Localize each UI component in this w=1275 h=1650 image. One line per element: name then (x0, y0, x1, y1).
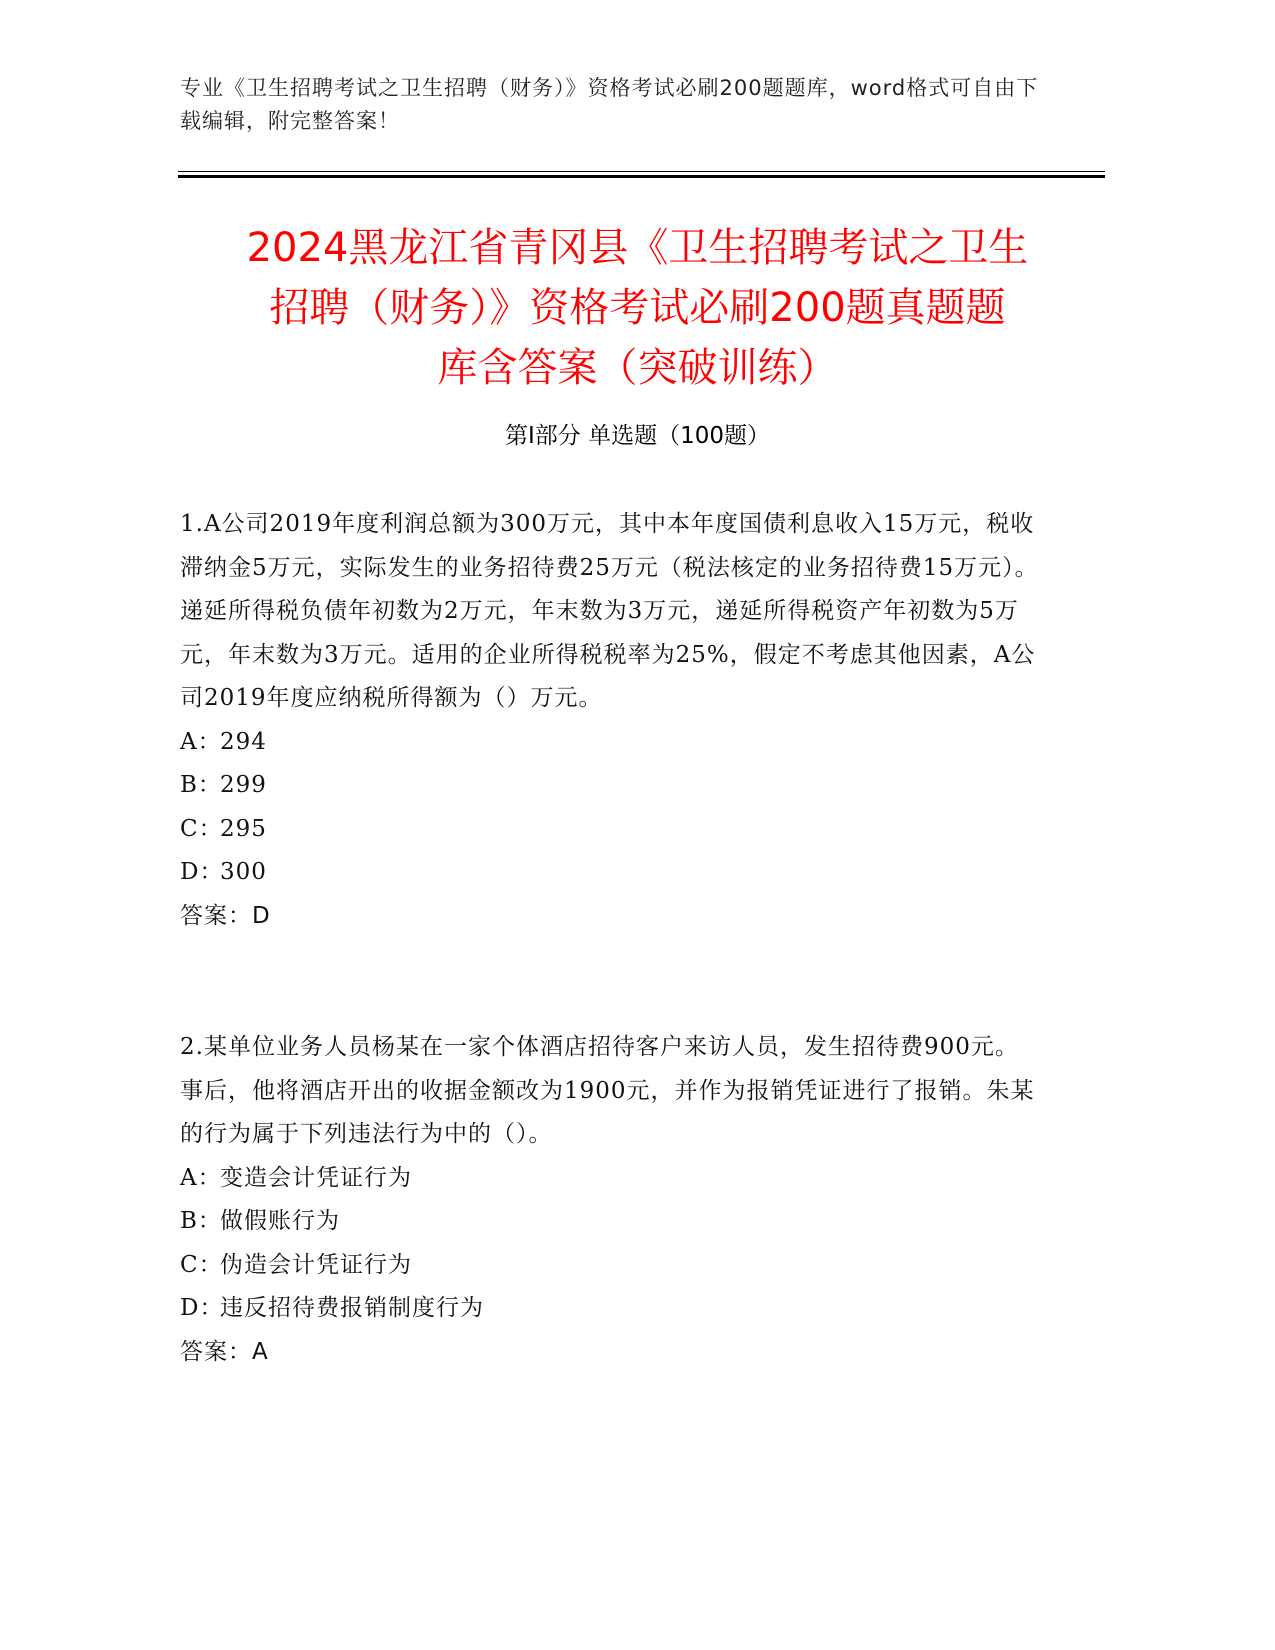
option-text: 294 (220, 728, 267, 755)
answer-line: 答案：D (180, 902, 271, 929)
section-heading: 第Ⅰ部分 单选题（100题） (505, 423, 770, 449)
option-letter: D： (180, 859, 224, 885)
option-a (180, 1157, 1040, 1201)
option-text: 295 (220, 815, 267, 842)
title-line: 库含答案（突破训练） (437, 345, 838, 391)
option-letter: B： (180, 1208, 222, 1234)
option-letter: A： (180, 1164, 222, 1191)
title-line: 招聘（财务）》资格考试必刷200题真题题 (269, 285, 1006, 331)
option-text: 违反招待费报销制度行为 (220, 1295, 484, 1321)
option-d (180, 851, 1040, 895)
option-d (180, 1287, 1040, 1331)
option-b (180, 1200, 1040, 1244)
option-text: 300 (220, 859, 267, 885)
option-letter: B： (180, 772, 222, 798)
header-rule-thin (178, 171, 1105, 172)
question-2 (180, 1026, 1040, 1374)
title-line: 2024黑龙江省青冈县《卫生招聘考试之卫生 (246, 225, 1029, 271)
option-b (180, 764, 1040, 808)
header-note: 专业《卫生招聘考试之卫生招聘（财务）》资格考试必刷200题题库，word格式可自由下载编辑，附完整答案！ (180, 76, 1039, 133)
option-letter: D： (180, 1295, 224, 1321)
option-text: 做假账行为 (220, 1208, 340, 1234)
option-text: 伪造会计凭证行为 (220, 1251, 412, 1278)
option-letter: C： (180, 1251, 223, 1278)
option-text: 299 (220, 772, 267, 798)
question-1 (180, 503, 1040, 938)
question-stem: 1.A公司2019年度利润总额为300万元，其中本年度国债利息收入15万元，税收滞纳金5万元，实际发生的业务招待费25万元（税法核定的业务招待费15万元）。递延所得税负债年初数为2万元，年末数为3万元，递延所得税资产年初数为5万元，年末数为3万元。适用的企业所得税税率为25%，假定不考虑其他因素，A公司2019年度应纳税所得额为（）万元。 (180, 511, 1039, 711)
option-letter: A： (180, 728, 222, 755)
document-title (150, 218, 1125, 398)
option-text: 变造会计凭证行为 (220, 1164, 412, 1191)
option-letter: C： (180, 815, 223, 842)
option-a (180, 721, 1040, 765)
header-rule-thick (178, 175, 1105, 178)
option-c (180, 1244, 1040, 1288)
option-c (180, 808, 1040, 852)
question-stem: 2.某单位业务人员杨某在一家个体酒店招待客户来访人员，发生招待费900元。事后，他将酒店开出的收据金额改为1900元，并作为报销凭证进行了报销。朱某的行为属于下列违法行为中的（）。 (180, 1034, 1035, 1147)
answer-line: 答案：A (180, 1338, 269, 1365)
